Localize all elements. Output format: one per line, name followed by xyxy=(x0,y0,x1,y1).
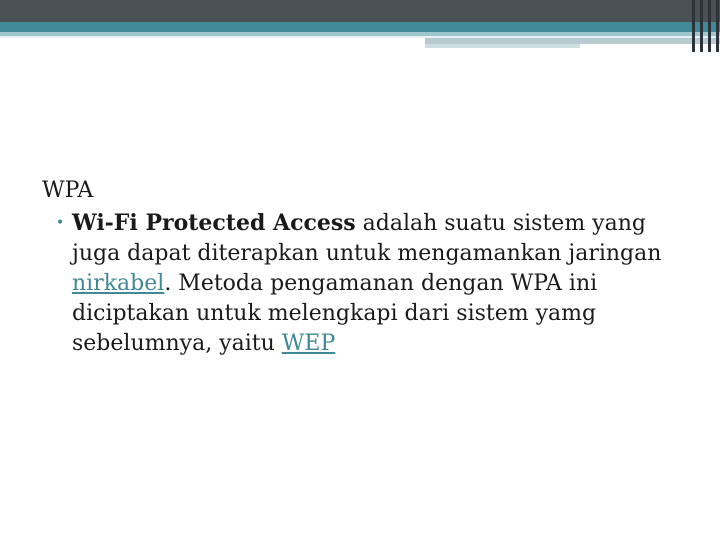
header-teal-band xyxy=(0,22,720,32)
link-wep[interactable]: WEP xyxy=(281,331,336,356)
header-decoration xyxy=(0,0,720,52)
header-accent-bar-small xyxy=(425,44,580,48)
bullet-text-part-1: adalah suatu sistem yang juga dapat diterapkan untuk mengamankan jaringan xyxy=(72,211,662,266)
bullet-text xyxy=(72,208,682,359)
link-nirkabel[interactable]: nirkabel xyxy=(72,271,165,296)
slide-content xyxy=(42,176,682,359)
bullet-term: Wi-Fi Protected Access xyxy=(72,210,356,236)
corner-stripes xyxy=(690,0,720,52)
header-dark-band xyxy=(0,0,720,22)
bullet-item xyxy=(42,208,682,359)
slide-heading: WPA xyxy=(42,178,94,203)
bullet-text-part-2: . Metoda pengamanan dengan WPA ini diciptakan untuk melengkapi dari sistem yamg sebelumnya, yaitu xyxy=(72,271,598,356)
bullet-icon: • xyxy=(56,215,65,231)
